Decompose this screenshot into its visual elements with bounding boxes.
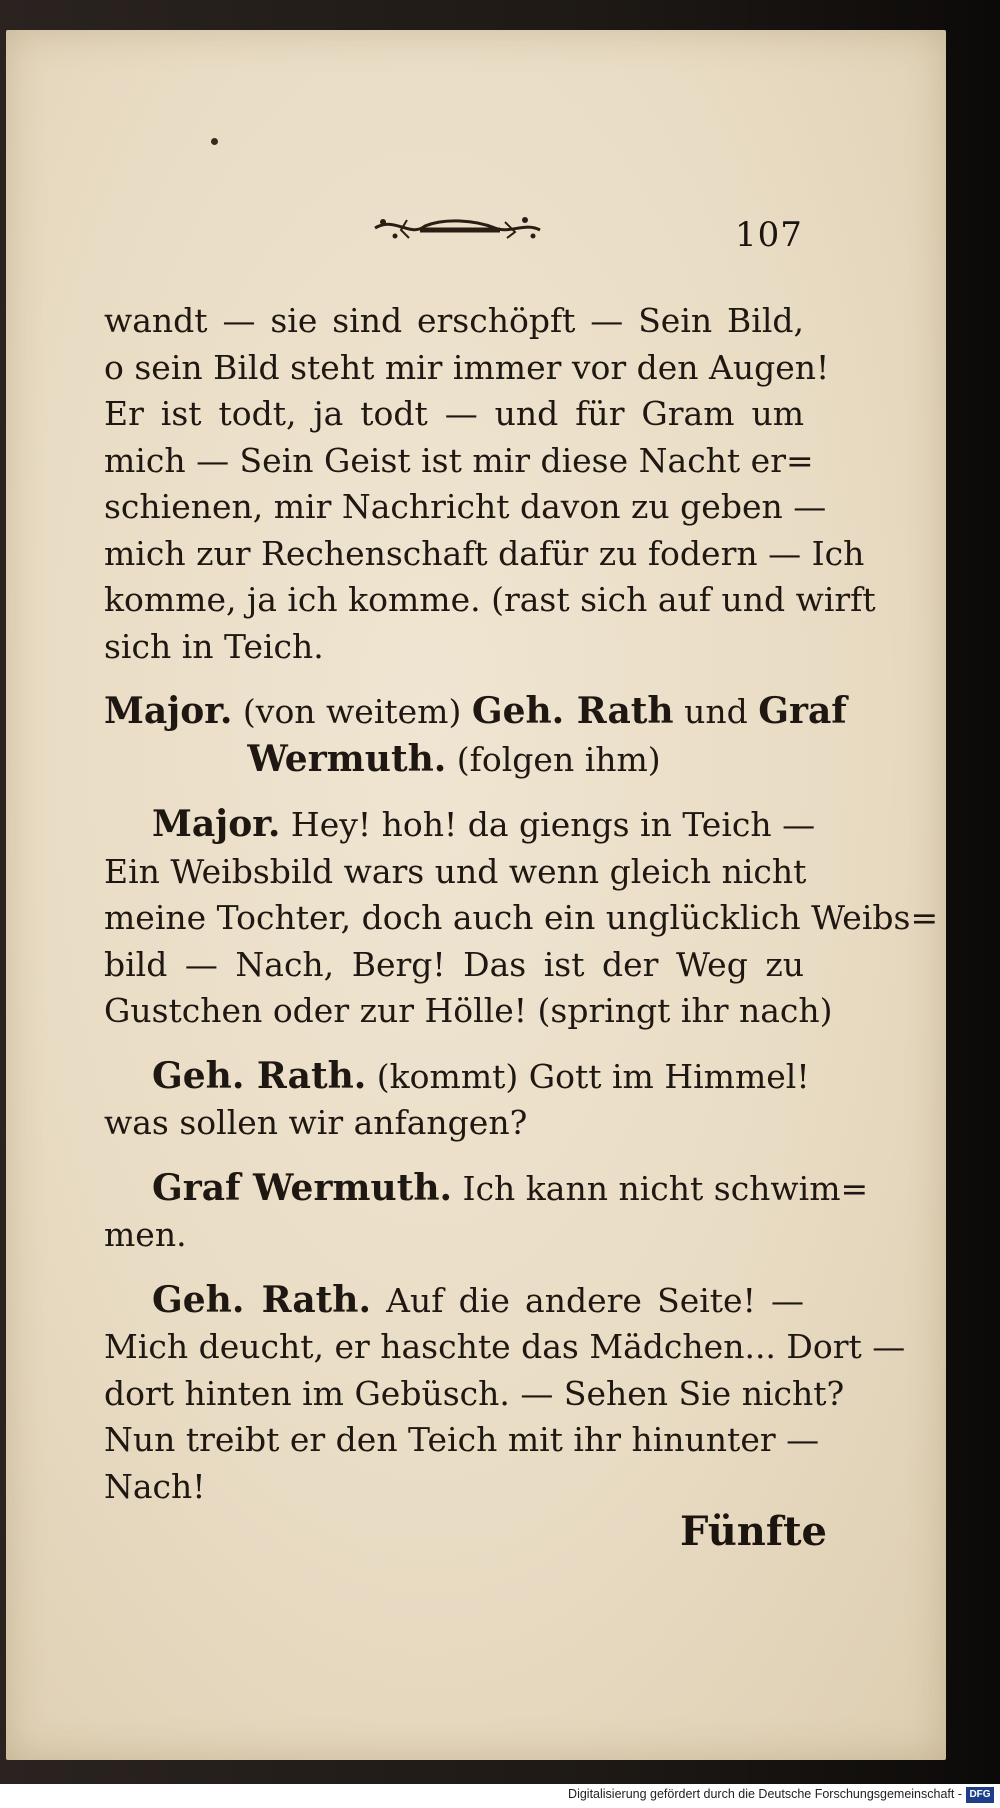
speaker-name: Graf <box>758 690 847 732</box>
text-line <box>104 801 816 849</box>
speech-text: Auf die andere Seite! — <box>386 1280 805 1320</box>
text-line: sich in Teich. <box>104 626 324 666</box>
paragraph-geh-rath-2 <box>104 1277 906 1511</box>
text-line: dort hinten im Gebüsch. — Sehen Sie nicht? <box>104 1373 845 1413</box>
speaker-name: Geh. Rath. <box>152 1054 367 1097</box>
text-line: Ein Weibsbild wars und wenn gleich nicht <box>104 851 807 891</box>
text-line: bild — Nach, Berg! Das ist der Weg zu <box>104 944 804 984</box>
text-line: o sein Bild steht mir immer vor den Augen! <box>104 347 830 387</box>
decorative-ornament <box>365 208 550 248</box>
text-line: Mich deucht, er haschte das Mädchen... Dort — <box>104 1327 906 1366</box>
stage-direction: (folgen ihm) <box>456 739 661 779</box>
paragraph-graf-wermuth <box>104 1165 869 1259</box>
text-line: mich — Sein Geist ist mir diese Nacht er= <box>104 440 814 480</box>
catchword: Fünfte <box>680 1508 827 1555</box>
speaker-name: Graf Wermuth. <box>152 1166 453 1209</box>
speech-text: Hey! hoh! da giengs in Teich — <box>290 805 816 844</box>
text-line: Nun treibt er den Teich mit ihr hinunter — <box>104 1420 820 1459</box>
paragraph-major <box>104 801 939 1035</box>
speech-text: (kommt) Gott im Himmel! <box>376 1056 810 1096</box>
text-line <box>104 688 847 736</box>
conjunction: und <box>684 692 748 731</box>
dfg-logo: DFG <box>966 1787 994 1803</box>
text-line: Er ist todt, ja todt — und für Gram um <box>104 394 804 433</box>
text-line: komme, ja ich komme. (rast sich auf und wirft <box>104 580 876 619</box>
text-line: mich zur Rechenschaft dafür zu fodern — Ich <box>104 533 865 573</box>
text-line: Gustchen oder zur Hölle! (springt ihr nach) <box>104 991 833 1030</box>
text-line <box>104 1277 804 1325</box>
speaker-name: Major. <box>104 690 233 732</box>
paragraph-1 <box>104 298 876 670</box>
text-line: was sollen wir anfangen? <box>104 1103 528 1142</box>
text-line: meine Tochter, doch auch ein unglücklich Weibs= <box>104 898 939 937</box>
speaker-name: Geh. Rath. <box>152 1278 371 1321</box>
paragraph-geh-rath-1 <box>104 1053 810 1147</box>
text-line <box>104 1053 810 1101</box>
text-line: men. <box>104 1215 187 1254</box>
footer-bar <box>0 1784 1000 1808</box>
speaker-name: Geh. Rath <box>471 690 674 732</box>
paragraph-stage-direction <box>104 688 847 783</box>
speaker-name: Major. <box>152 803 281 845</box>
page-body <box>104 298 939 1528</box>
speech-text: Ich kann nicht schwim= <box>462 1168 869 1208</box>
funding-credit: Digitalisierung gefördert durch die Deutsche Forschungsgemeinschaft - <box>568 1787 962 1801</box>
stage-direction: (von weitem) <box>242 692 462 731</box>
text-line <box>104 1165 869 1213</box>
text-line: wandt — sie sind erschöpft — Sein Bild, <box>104 301 804 340</box>
text-line: Nach! <box>104 1466 206 1506</box>
ink-speck <box>211 138 218 145</box>
text-line <box>104 736 804 784</box>
text-line: schienen, mir Nachricht davon zu geben — <box>104 487 827 526</box>
speaker-name: Wermuth. <box>247 737 447 780</box>
page-number: 107 <box>735 215 803 255</box>
